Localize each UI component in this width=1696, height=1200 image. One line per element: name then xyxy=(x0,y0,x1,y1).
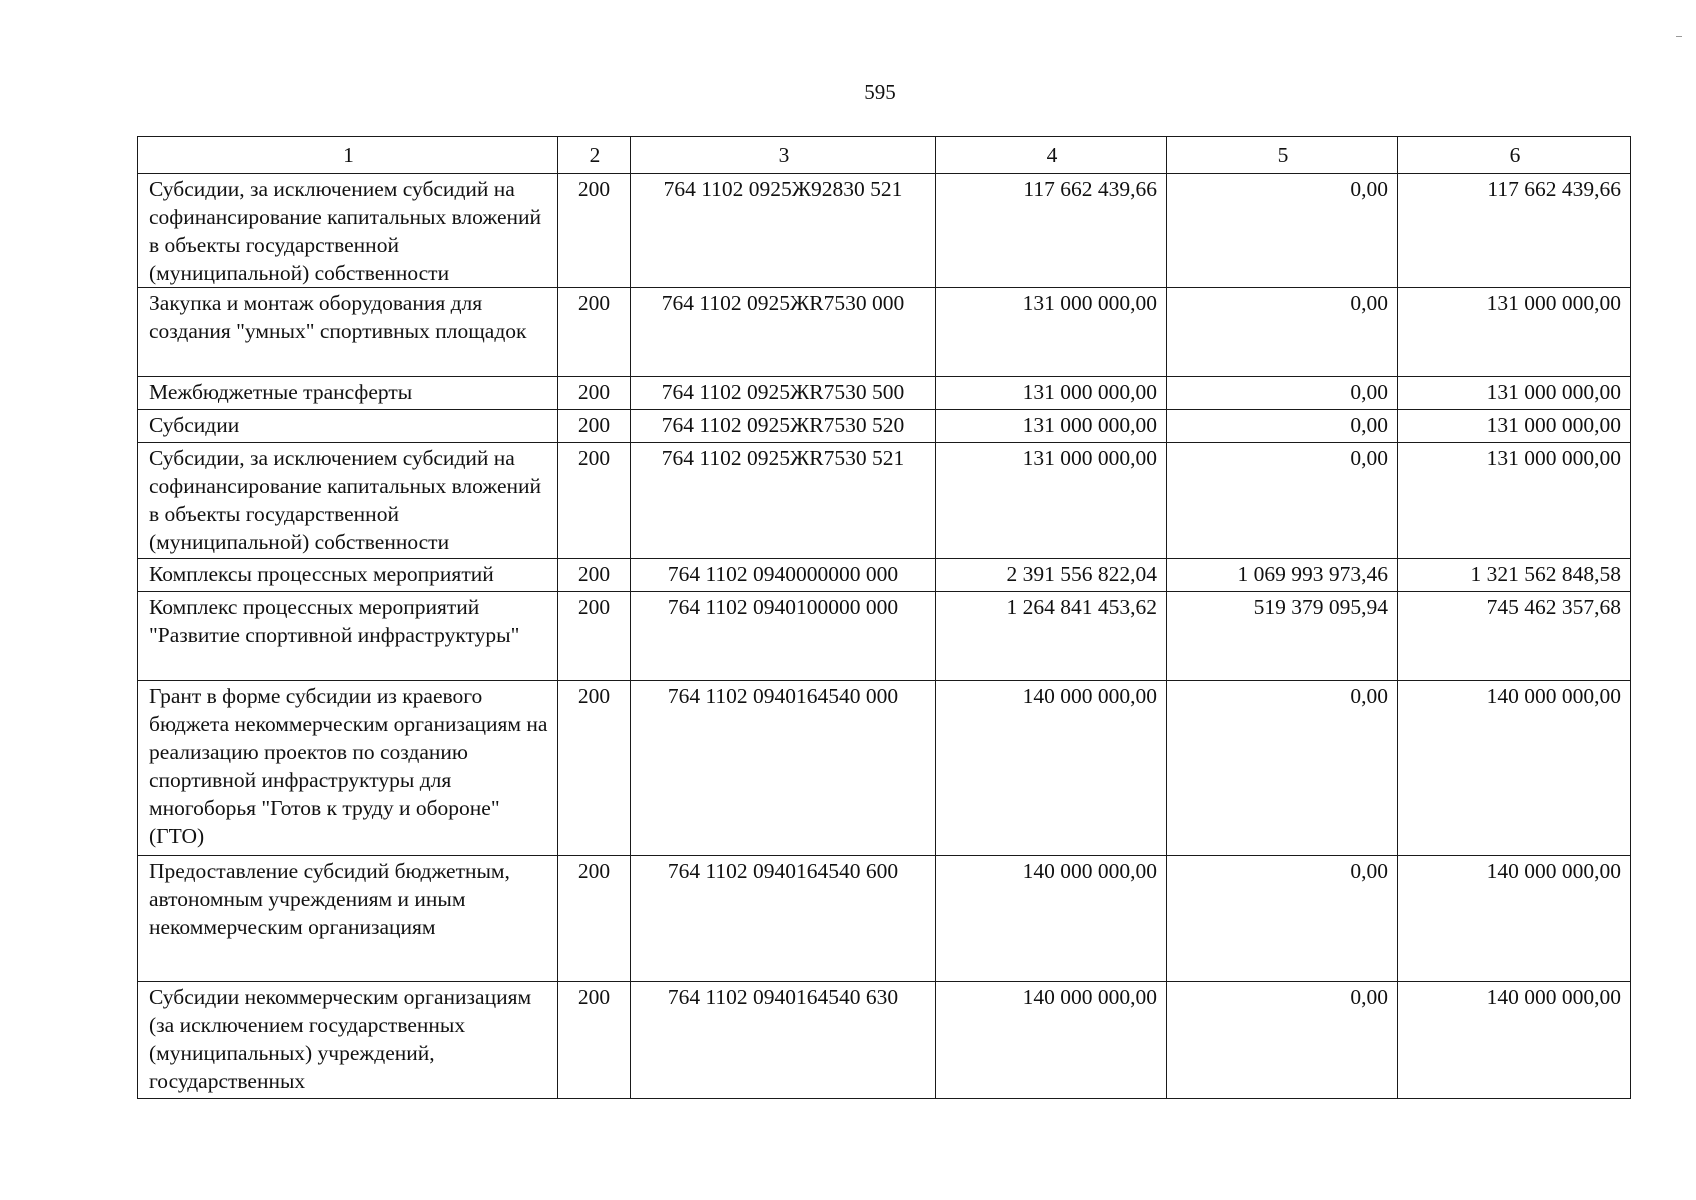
row-amount-col5: 0,00 xyxy=(1167,174,1398,288)
row-amount-col6: 131 000 000,00 xyxy=(1398,377,1631,410)
row-admin-code: 200 xyxy=(558,856,631,982)
row-name: Субсидии, за исключением субсидий на софинансирование капитальных вложений в объекты государственной (муниципальной) собственности xyxy=(138,174,558,288)
table-row xyxy=(138,174,1631,288)
row-classification-code: 764 1102 0925ЖR7530 520 xyxy=(631,410,936,443)
table-row xyxy=(138,982,1631,1099)
header-col-6: 6 xyxy=(1398,137,1631,174)
row-classification-code: 764 1102 0940164540 600 xyxy=(631,856,936,982)
row-amount-col4: 131 000 000,00 xyxy=(936,377,1167,410)
row-admin-code: 200 xyxy=(558,410,631,443)
header-col-1: 1 xyxy=(138,137,558,174)
row-name: Субсидии xyxy=(138,410,558,443)
table-header-row xyxy=(138,137,1631,174)
row-amount-col5: 0,00 xyxy=(1167,288,1398,377)
row-amount-col4: 131 000 000,00 xyxy=(936,410,1167,443)
table-row xyxy=(138,856,1631,982)
row-name: Субсидии, за исключением субсидий на софинансирование капитальных вложений в объекты государственной (муниципальной) собственности xyxy=(138,443,558,559)
row-admin-code: 200 xyxy=(558,443,631,559)
row-amount-col5: 0,00 xyxy=(1167,982,1398,1099)
row-amount-col4: 140 000 000,00 xyxy=(936,856,1167,982)
row-amount-col6: 745 462 357,68 xyxy=(1398,592,1631,681)
row-amount-col6: 131 000 000,00 xyxy=(1398,443,1631,559)
row-name: Комплексы процессных мероприятий xyxy=(138,559,558,592)
row-admin-code: 200 xyxy=(558,288,631,377)
row-amount-col5: 0,00 xyxy=(1167,377,1398,410)
row-admin-code: 200 xyxy=(558,174,631,288)
table-row xyxy=(138,443,1631,559)
header-col-5: 5 xyxy=(1167,137,1398,174)
row-classification-code: 764 1102 0925ЖR7530 521 xyxy=(631,443,936,559)
row-admin-code: 200 xyxy=(558,377,631,410)
row-amount-col4: 140 000 000,00 xyxy=(936,681,1167,856)
table-row xyxy=(138,410,1631,443)
row-amount-col6: 131 000 000,00 xyxy=(1398,410,1631,443)
row-name: Закупка и монтаж оборудования для создания "умных" спортивных площадок xyxy=(138,288,558,377)
row-name: Субсидии некоммерческим организациям (за исключением государственных (муниципальных) учреждений, государственных xyxy=(138,982,558,1099)
row-classification-code: 764 1102 0940000000 000 xyxy=(631,559,936,592)
row-name: Грант в форме субсидии из краевого бюджета некоммерческим организациям на реализацию проектов по созданию спортивной инфраструктуры для многоборья "Готов к труду и обороне" (ГТО) xyxy=(138,681,558,856)
row-amount-col5: 0,00 xyxy=(1167,856,1398,982)
header-col-3: 3 xyxy=(631,137,936,174)
row-amount-col5: 1 069 993 973,46 xyxy=(1167,559,1398,592)
row-classification-code: 764 1102 0925Ж92830 521 xyxy=(631,174,936,288)
row-name: Комплекс процессных мероприятий "Развитие спортивной инфраструктуры" xyxy=(138,592,558,681)
row-amount-col5: 0,00 xyxy=(1167,443,1398,559)
table-row xyxy=(138,681,1631,856)
row-amount-col6: 117 662 439,66 xyxy=(1398,174,1631,288)
row-amount-col4: 1 264 841 453,62 xyxy=(936,592,1167,681)
row-name: Предоставление субсидий бюджетным, автономным учреждениям и иным некоммерческим организациям xyxy=(138,856,558,982)
row-admin-code: 200 xyxy=(558,592,631,681)
scan-mark xyxy=(1676,36,1682,37)
row-name: Межбюджетные трансферты xyxy=(138,377,558,410)
row-amount-col6: 140 000 000,00 xyxy=(1398,982,1631,1099)
row-classification-code: 764 1102 0925ЖR7530 500 xyxy=(631,377,936,410)
row-amount-col5: 0,00 xyxy=(1167,681,1398,856)
row-classification-code: 764 1102 0940100000 000 xyxy=(631,592,936,681)
row-amount-col4: 140 000 000,00 xyxy=(936,982,1167,1099)
row-admin-code: 200 xyxy=(558,559,631,592)
row-amount-col4: 131 000 000,00 xyxy=(936,443,1167,559)
row-amount-col6: 140 000 000,00 xyxy=(1398,856,1631,982)
row-amount-col4: 2 391 556 822,04 xyxy=(936,559,1167,592)
row-amount-col4: 117 662 439,66 xyxy=(936,174,1167,288)
row-admin-code: 200 xyxy=(558,982,631,1099)
row-amount-col6: 131 000 000,00 xyxy=(1398,288,1631,377)
header-col-2: 2 xyxy=(558,137,631,174)
row-amount-col6: 1 321 562 848,58 xyxy=(1398,559,1631,592)
row-classification-code: 764 1102 0940164540 000 xyxy=(631,681,936,856)
row-admin-code: 200 xyxy=(558,681,631,856)
table-row xyxy=(138,592,1631,681)
budget-table xyxy=(137,136,1631,1099)
row-classification-code: 764 1102 0925ЖR7530 000 xyxy=(631,288,936,377)
table-row xyxy=(138,559,1631,592)
row-amount-col6: 140 000 000,00 xyxy=(1398,681,1631,856)
row-classification-code: 764 1102 0940164540 630 xyxy=(631,982,936,1099)
row-amount-col5: 519 379 095,94 xyxy=(1167,592,1398,681)
header-col-4: 4 xyxy=(936,137,1167,174)
row-amount-col5: 0,00 xyxy=(1167,410,1398,443)
page-number: 595 xyxy=(864,80,896,104)
table-row xyxy=(138,377,1631,410)
row-amount-col4: 131 000 000,00 xyxy=(936,288,1167,377)
table-row xyxy=(138,288,1631,377)
